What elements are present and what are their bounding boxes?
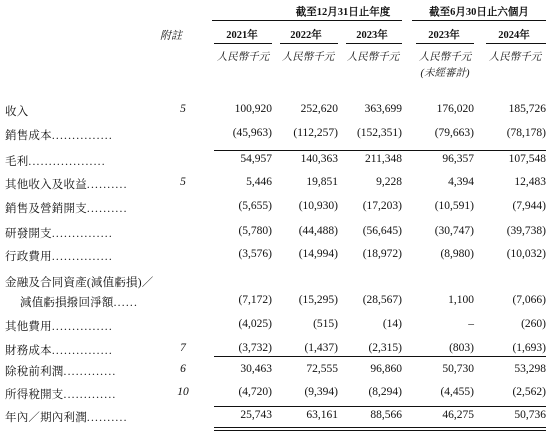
row-value: 107,548 [508, 153, 546, 165]
note-column-header: 附註 [160, 30, 182, 42]
row-value: (15,295) [298, 294, 338, 306]
row-value: (10,591) [434, 200, 474, 212]
row-label [5, 274, 153, 290]
row-value: (1,437) [304, 342, 338, 354]
row-value: (5,655) [238, 200, 272, 212]
full-year-group-title: 截至12月31日止年度 [295, 7, 391, 18]
row-value: 252,620 [300, 103, 338, 115]
tax-subtotal-rule [214, 406, 546, 407]
six-months-group-rule [412, 20, 546, 21]
row-label-text: 所得稅開支 [5, 389, 64, 401]
row-value: – [468, 318, 474, 330]
year-rule-2023-six [416, 43, 474, 44]
row-value: 72,555 [306, 363, 338, 375]
row-value: (3,732) [238, 342, 272, 354]
row-note-ref: 7 [180, 342, 186, 354]
row-value: 4,394 [448, 176, 474, 188]
year-header-2021: 2021年 [226, 30, 258, 41]
row-value: 96,860 [370, 363, 402, 375]
row-value: 12,483 [514, 176, 546, 188]
row-value: (803) [449, 342, 474, 354]
row-value: (112,257) [293, 127, 338, 139]
row-label [5, 342, 113, 358]
row-leader-dots: ................... [28, 156, 106, 168]
row-label-text: 其他收入及收益 [5, 179, 87, 191]
row-label-text: 除稅前利潤 [5, 366, 64, 378]
year-rule-2022 [280, 43, 338, 44]
six-months-group-title-text: 截至6月30日止六個月 [429, 7, 529, 18]
unaudited-label: (未經審計) [420, 68, 470, 79]
row-value: 100,920 [234, 103, 272, 115]
row-label-text: 銷售成本 [5, 130, 52, 142]
row-value: 140,363 [300, 153, 338, 165]
row-leader-dots: ............. [63, 389, 117, 401]
row-label-text: 行政費用 [5, 251, 52, 263]
row-value: (7,172) [238, 294, 272, 306]
row-value: 63,161 [306, 409, 338, 421]
unit-label-2021: 人民幣千元 [216, 52, 270, 63]
row-value: (1,693) [512, 342, 546, 354]
row-leader-dots: .......... [86, 412, 128, 424]
row-note-ref: 6 [180, 363, 186, 375]
row-label [5, 409, 128, 425]
row-label-text: 收入 [5, 106, 29, 118]
row-value: 363,699 [364, 103, 402, 115]
row-value: (2,315) [368, 342, 402, 354]
row-value: 88,566 [370, 409, 402, 421]
row-value: 54,957 [240, 153, 272, 165]
row-label [5, 386, 116, 402]
row-value: (515) [313, 318, 338, 330]
row-value: 46,275 [442, 409, 474, 421]
row-value: (14,994) [298, 248, 338, 260]
total-double-rule-bottom [214, 430, 546, 431]
unit-label-2023-six: 人民幣千元 [418, 52, 472, 63]
row-value: 9,228 [376, 176, 402, 188]
row-value: 96,357 [442, 153, 474, 165]
row-leader-dots: ...... [113, 297, 139, 309]
row-value: 25,743 [240, 409, 272, 421]
row-value: (4,025) [238, 318, 272, 330]
row-label [5, 103, 28, 119]
row-leader-dots: ............... [51, 228, 113, 240]
row-value: (152,351) [356, 127, 402, 139]
row-label [5, 153, 106, 169]
unit-label-2024-six: 人民幣千元 [488, 52, 542, 63]
row-value: 176,020 [436, 103, 474, 115]
total-double-rule-top [214, 427, 546, 428]
expense-subtotal-rule [214, 356, 546, 357]
row-value: (14) [382, 318, 402, 330]
row-label-text: 金融及合同資產(減值虧損)／ [5, 277, 154, 289]
row-value: (28,567) [362, 294, 402, 306]
row-leader-dots: ............... [51, 345, 113, 357]
row-value: (8,294) [368, 386, 402, 398]
unit-label-2023: 人民幣千元 [346, 52, 400, 63]
row-value: (39,738) [506, 225, 546, 237]
unit-label-2022: 人民幣千元 [281, 52, 335, 63]
row-value: (7,066) [512, 294, 546, 306]
row-value: 185,726 [508, 103, 546, 115]
row-value: (10,032) [506, 248, 546, 260]
row-label-text: 其他費用 [5, 321, 52, 333]
row-label-text: 研發開支 [5, 228, 52, 240]
row-value: (8,980) [440, 248, 474, 260]
row-label-text: 減值虧損撥回淨額 [20, 297, 114, 309]
row-value: (5,780) [238, 225, 272, 237]
year-header-2023-six-months: 2023年 [428, 30, 460, 41]
year-header-2023: 2023年 [356, 30, 388, 41]
row-value: (56,645) [362, 225, 402, 237]
row-label [5, 176, 128, 192]
row-value: (30,747) [434, 225, 474, 237]
row-value: 50,730 [442, 363, 474, 375]
row-value: 211,348 [365, 153, 402, 165]
cost-subtotal-rule [214, 150, 546, 151]
row-label [5, 225, 113, 241]
year-rule-2024-six [486, 43, 546, 44]
row-label [20, 294, 138, 310]
row-value: 5,446 [246, 176, 272, 188]
row-value: (18,972) [362, 248, 402, 260]
row-value: (9,394) [304, 386, 338, 398]
row-label [5, 248, 113, 264]
row-leader-dots: ............. [63, 366, 117, 378]
row-note-ref: 5 [180, 103, 186, 115]
row-value: 19,851 [306, 176, 338, 188]
row-note-ref: 10 [177, 386, 189, 398]
row-value: 1,100 [448, 294, 474, 306]
row-leader-dots: .......... [86, 203, 128, 215]
row-label [5, 363, 116, 379]
row-leader-dots: ............... [51, 130, 113, 142]
row-value: (3,576) [238, 248, 272, 260]
row-value: (44,488) [298, 225, 338, 237]
row-label-text: 財務成本 [5, 345, 52, 357]
year-rule-2021 [214, 43, 272, 44]
row-value: (45,963) [232, 127, 272, 139]
year-header-2024-six-months: 2024年 [498, 30, 530, 41]
row-leader-dots: ............... [51, 251, 113, 263]
row-value: (10,930) [298, 200, 338, 212]
row-label [5, 200, 128, 216]
year-rule-2023 [346, 43, 402, 44]
row-note-ref: 5 [180, 176, 186, 188]
row-label-text: 銷售及營銷開支 [5, 203, 87, 215]
row-value: (4,455) [440, 386, 474, 398]
row-label [5, 127, 113, 143]
full-year-group-rule [212, 20, 402, 21]
row-value: 53,298 [514, 363, 546, 375]
year-header-2022: 2022年 [290, 30, 322, 41]
row-leader-dots: ............... [51, 321, 113, 333]
row-label-text: 年內／期內利潤 [5, 412, 87, 424]
row-leader-dots: .......... [86, 179, 128, 191]
row-value: (2,562) [512, 386, 546, 398]
row-value: (260) [521, 318, 546, 330]
row-label [5, 318, 113, 334]
row-value: 50,736 [514, 409, 546, 421]
row-value: (78,178) [506, 127, 546, 139]
row-value: 30,463 [240, 363, 272, 375]
row-label-text: 毛利 [5, 156, 29, 168]
row-value: (17,203) [362, 200, 402, 212]
row-value: (7,944) [512, 200, 546, 212]
row-value: (79,663) [434, 127, 474, 139]
row-value: (4,720) [238, 386, 272, 398]
